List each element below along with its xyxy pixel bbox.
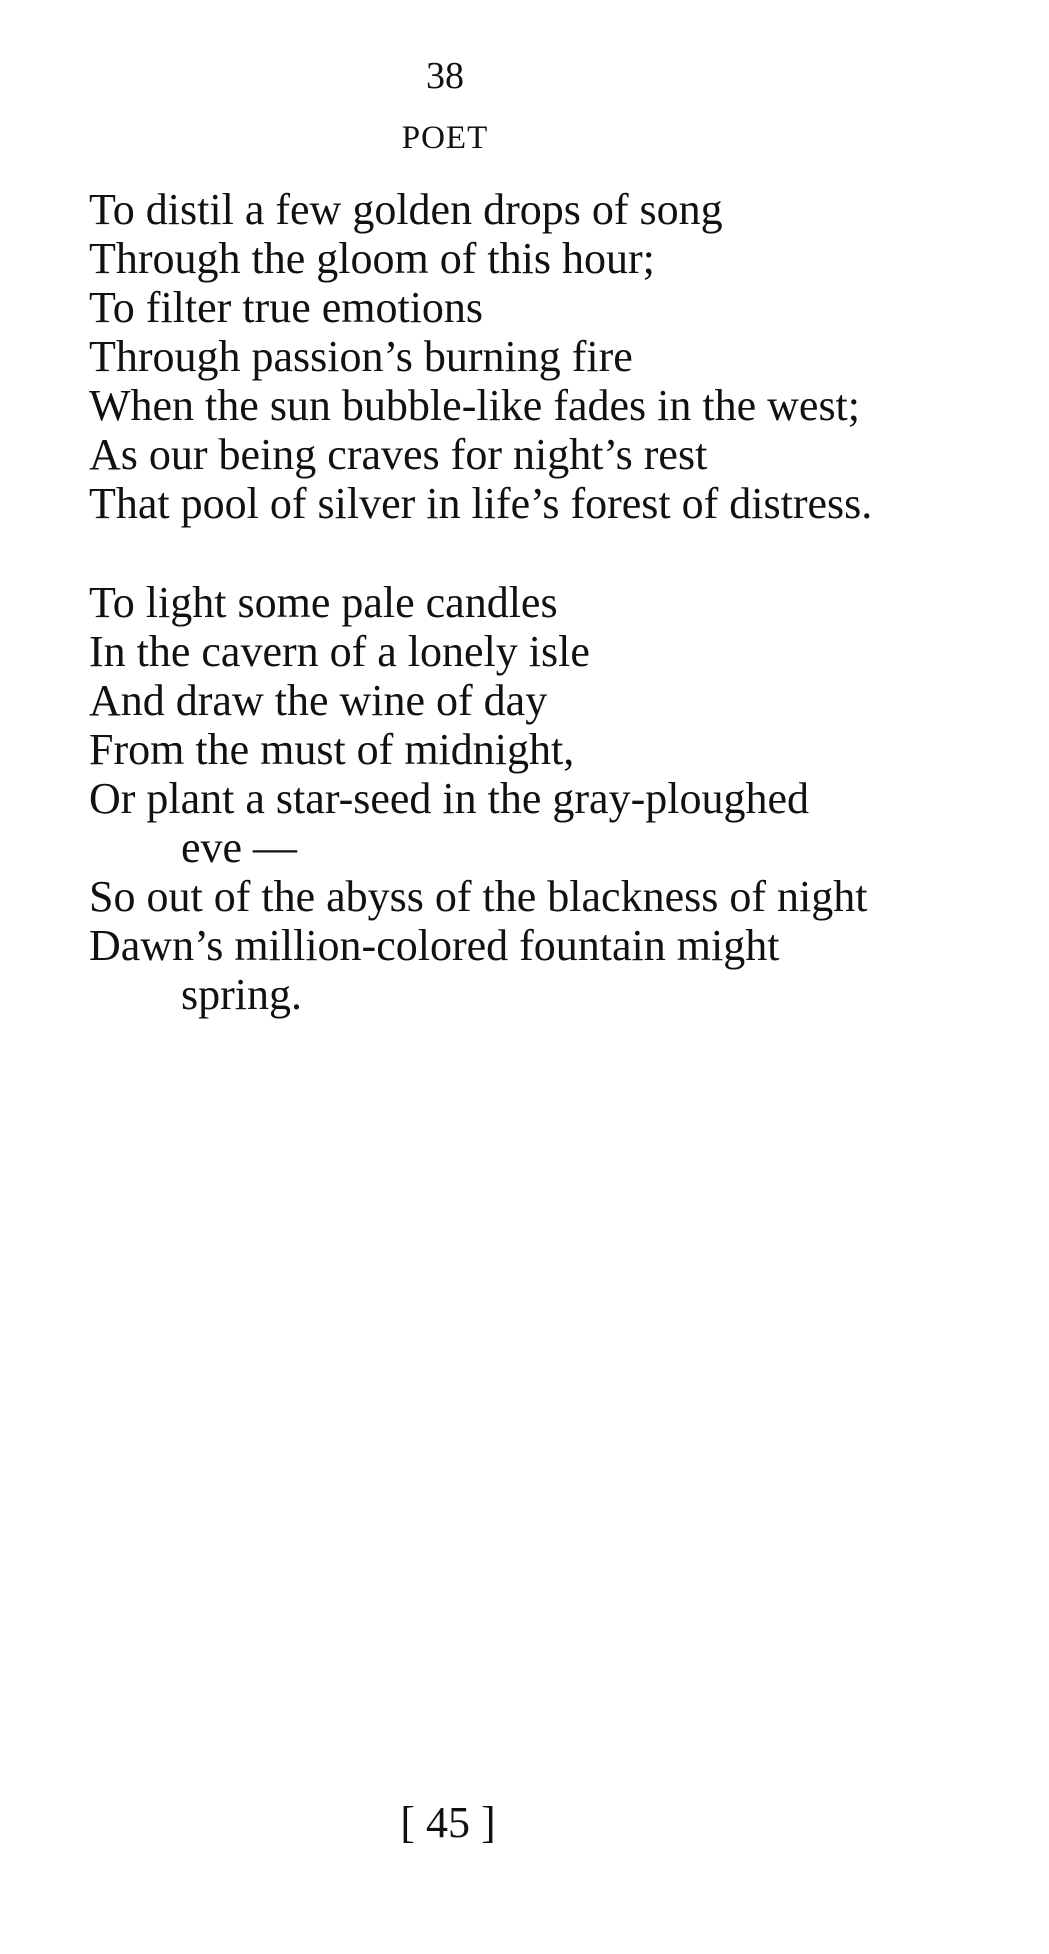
poem-line: When the sun bubble-like fades in the west;	[89, 381, 861, 430]
poem-line: Through the gloom of this hour;	[89, 234, 655, 283]
page-number: [ 45 ]	[400, 1798, 496, 1847]
poem-number: 38	[426, 55, 464, 97]
poem-line: As our being craves for night’s rest	[89, 430, 708, 479]
poem-line: Dawn’s million-colored fountain might	[89, 921, 780, 970]
poem-line: Or plant a star-seed in the gray-ploughed	[89, 774, 809, 823]
poem-line: To filter true emotions	[89, 283, 484, 332]
poem-line: To distil a few golden drops of song	[89, 185, 723, 234]
poem-title: POET	[401, 120, 489, 156]
poem-line: In the cavern of a lonely isle	[89, 627, 590, 676]
poem-line: That pool of silver in life’s forest of distress.	[89, 479, 873, 528]
poem-body	[89, 185, 1029, 1069]
stanza-2	[89, 578, 1029, 1019]
stanza-1	[89, 185, 1029, 528]
poem-line: To light some pale candles	[89, 578, 558, 627]
poem-line-continuation: eve —	[181, 823, 298, 872]
poem-line: And draw the wine of day	[89, 676, 548, 725]
poem-line: So out of the abyss of the blackness of night	[89, 872, 868, 921]
poem-line: Through passion’s burning fire	[89, 332, 633, 381]
poem-line-continuation: spring.	[181, 970, 302, 1019]
poem-line: From the must of midnight,	[89, 725, 575, 774]
